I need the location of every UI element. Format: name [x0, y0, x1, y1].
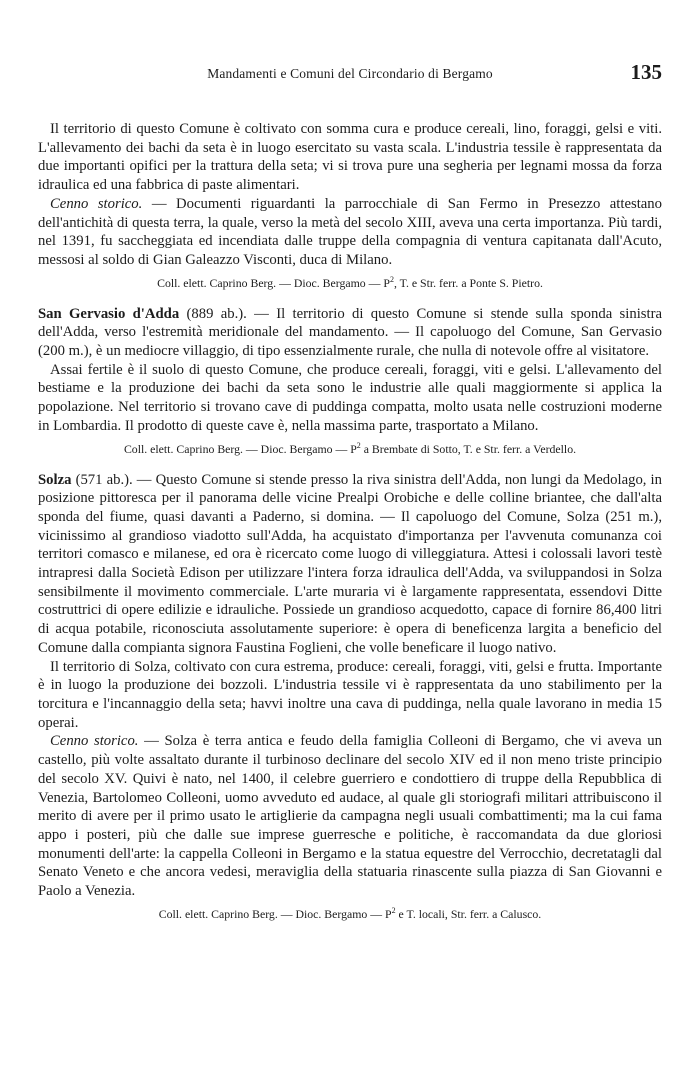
entry-intro: San Gervasio d'Adda (889 ab.). — Il territorio di questo Comune si stende sulla sponda sinistra dell'Adda, verso l'estremità meridionale del mandamento. — Il capoluogo del Comune, San Gervasio (200 m.), è un mediocre villaggio, di tipo essenzialmente rurale, che nulla di notevole offre al visitatore. — [38, 305, 662, 360]
electoral-note: Coll. elett. Caprino Berg. — Dioc. Bergamo — $P^2$, T. e Str. ferr. a Ponte S. Pietro. — [157, 274, 543, 290]
electoral-note: Coll. elett. Caprino Berg. — Dioc. Bergamo — $P^2$ e T. locali, Str. ferr. a Calusco. — [158, 905, 542, 921]
history-paragraph — [38, 195, 662, 270]
electoral-note: Coll. elett. Caprino Berg. — Dioc. Bergamo — $P^2$ a Brembate di Sotto, T. e Str. ferr. a Verdello. — [123, 440, 577, 456]
history-label: Cenno storico. — [50, 733, 139, 750]
entry-paragraph: Il territorio di questo Comune è coltivato con somma cura e produce cereali, lino, foraggi, gelsi e viti. L'allevamento dei bachi da seta è in luogo esercitato su vasta scala. L'industria tessile è rappresentata da due importanti opifici per la trattura della seta; vi si trova pure una segheria per legnami mossa da forza idraulica ed una fabbrica di paste alimentari. — [38, 121, 662, 194]
entry-solza — [38, 471, 662, 922]
page-header — [38, 60, 662, 90]
running-title: Mandamenti e Comuni del Circondario di Bergamo — [207, 66, 493, 81]
entry-presezzo — [38, 120, 662, 291]
history-label: Cenno storico. — [50, 195, 143, 212]
page-number: 135 — [630, 60, 662, 84]
page-body — [38, 120, 662, 922]
history-text: — Solza è terra antica e feudo della famiglia Colleoni di Bergamo, che vi aveva un castello, più volte assaltato durante il turbinoso declinare del secolo XIV ed il non meno triste principio del secolo XV. Quivi è nato, nel 1400, il celebre guerriero e condottiero di truppe della Repubblica di Venezia, Bartolomeo Colleoni, uomo avveduto ed audace, al quale gli storiografi militari attribuiscono il merito di avere per il primo usato le artiglierie da campagna negli usuali combattimenti; ma la cui fama appo i posteri, più che dalle sue imprese guerresche e politiche, è raccomandata da due gloriosi monumenti dell'arte: la cappella Colleoni in Bergamo e la statua equestre del Verrocchio, decretatagli dal Senato Veneto e che ancora vedesi, meraviglia della statuaria rinascente sulla piazza di San Giovanni e Paolo a Venezia. — [38, 733, 662, 900]
history-paragraph — [38, 732, 662, 900]
entry-title: San Gervasio d'Adda — [38, 305, 180, 322]
entry-paragraph: Il territorio di Solza, coltivato con cura estrema, produce: cereali, foraggi, viti, gelsi e frutta. Importante è in luogo la produzione dei bozzoli. L'industria tessile vi è rappresentata da uno stabilimento per la torcitura e l'incannaggio della seta; havvi inoltre una cava di puddinga, nella quale lavorano in media 15 operai. — [38, 658, 662, 731]
entry-paragraph: Assai fertile è il suolo di questo Comune, che produce cereali, foraggi, viti e gelsi. L'allevamento del bestiame e la produzione dei bachi da seta sono le industrie alle quali maggiormente si applica la popolazione. Nel territorio si trovano cave di puddinga compatta, molto usata nelle costruzioni moderne in Lombardia. Il prodotto di queste cave è, nella massima parte, trasportato a Milano. — [38, 361, 662, 434]
entry-san-gervasio — [38, 305, 662, 457]
entry-title: Solza — [38, 471, 72, 488]
entry-intro: Solza (571 ab.). — Questo Comune si stende presso la riva sinistra dell'Adda, non lungi da Medolago, in posizione pittoresca per il panorama delle vicine Prealpi Orobiche e delle colline briantee, che dall'alta sponda del fiume, quasi davanti a Paderno, si domina. — Il capoluogo del Comune, Solza (251 m.), vicinissimo al grandioso viadotto sull'Adda, ha acquistato d'importanza per l'avvenuta comunanza coi territori comasco e milanese, ed ora è ricercato come luogo di villeggiatura. Attesi i colossali lavori testè intrapresi dalla Società Edison per utilizzare l'intera forza idraulica dell'Adda, va sviluppandosi in Solza sensibilmente il movimento commerciale. L'arte muraria vi è largamente rappresentata, essendovi Ditte costruttrici di opere edilizie e idrauliche. Possiede un grandioso acquedotto, capace di fornire 86,400 litri di acqua potabile, riconosciuta assolutamente superiore: è opera di beneficenza largita a beneficio del Comune dalla compianta signora Faustina Foglieni, che volle beneficare il luogo nativo. — [38, 471, 662, 656]
history-text: — Documenti riguardanti la parrocchiale di San Fermo in Presezzo attestano dell'antichità di questa terra, la quale, verso la metà del secolo XIII, aveva una certa importanza. Più tardi, nel 1391, fu saccheggiata ed incendiata dalle truppe della compagnia di ventura capitanata dall'Acuto, messosi al soldo di Gian Galeazzo Visconti, duca di Milano. — [38, 195, 662, 268]
